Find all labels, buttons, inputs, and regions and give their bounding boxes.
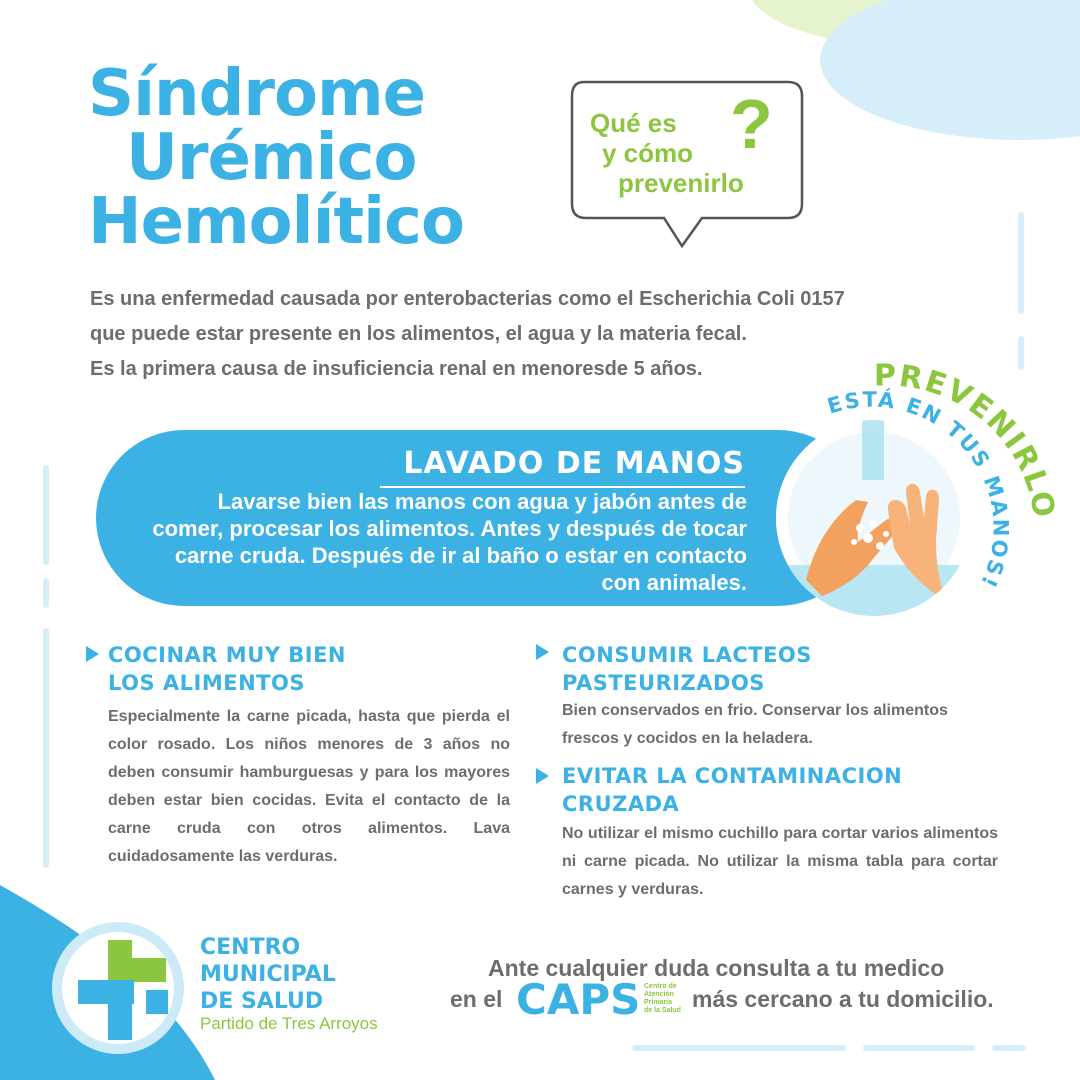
caps-small-3: Primaria [644, 999, 673, 1006]
health-cross-logo-icon [48, 918, 188, 1058]
section-dairy-title [562, 641, 812, 697]
caps-small-2: Atención [644, 991, 674, 998]
title-line-1: Síndrome [88, 57, 426, 131]
logo-line-2: MUNICIPAL [200, 962, 336, 987]
bubble-text [590, 108, 744, 198]
title-line-2: Urémico [126, 121, 417, 195]
title-line-3: Hemolítico [88, 185, 464, 259]
bullet-arrow-icon [536, 644, 549, 660]
top-right-blue-blob [820, 0, 1080, 140]
dash-bottom-3 [992, 1045, 1026, 1051]
footer-post: más cercano a tu domicilio. [692, 986, 994, 1012]
dash-left-3 [43, 628, 49, 868]
footer-line-1: Ante cualquier duda consulta a tu medico [488, 955, 945, 981]
question-mark: ? [730, 85, 773, 163]
logo-subtitle: Partido de Tres Arroyos [200, 1014, 378, 1033]
bubble-line-2: y cómo [602, 138, 694, 168]
dash-bottom-2 [863, 1045, 975, 1051]
logo-line-3: DE SALUD [200, 989, 324, 1014]
handwash-title: LAVADO DE MANOS [403, 446, 745, 481]
intro-line-2: que puede estar presente en los alimentos, el agua y la materia fecal. [90, 323, 747, 345]
caps-logo: CAPS [516, 975, 641, 1024]
section-cross-body: No utilizar el mismo cuchillo para cortar varios alimentos ni carne picada. No utilizar la misma tabla para cortar carnes y verduras. [562, 825, 998, 898]
dash-left-2 [43, 578, 49, 608]
section-cook-title [108, 641, 346, 697]
dash-bottom-1 [632, 1045, 846, 1051]
intro-line-1: Es una enfermedad causada por enterobacterias como el Escherichia Coli 0157 [90, 288, 845, 310]
logo-name [200, 934, 336, 1015]
prevention-badge [760, 340, 1080, 660]
section-cross-title [562, 762, 902, 818]
section-cross-title-line-2: CRUZADA [562, 792, 680, 816]
section-dairy-body: Bien conservados en frio. Conservar los alimentos frescos y cocidos en la heladera. [562, 702, 948, 747]
caps-small-4: de la Salud [644, 1007, 681, 1014]
bubble-line-3: prevenirlo [618, 168, 744, 198]
footer-pre: en el [450, 986, 503, 1012]
dash-left-1 [43, 465, 49, 565]
section-dairy-title-line-1: CONSUMIR LACTEOS [562, 643, 812, 667]
badge-top-text: PREVENIRLO [873, 358, 1062, 522]
badge-bottom-text: ESTÁ EN TUS MANOS! [824, 387, 1013, 593]
logo-line-1: CENTRO [200, 935, 301, 960]
intro-line-3: Es la primera causa de insuficiencia renal en menoresde 5 años. [90, 358, 703, 380]
caps-subtitle [644, 983, 681, 1015]
bullet-arrow-icon [536, 768, 549, 784]
section-cross-title-line-1: EVITAR LA CONTAMINACION [562, 764, 903, 788]
section-cook-body: Especialmente la carne picada, hasta que pierda el color rosado. Los niños menores de 3 años no deben consumir hamburguesas y para los mayores deben estar bien cocidas. Evita el contacto de la carne cruda con otros alimentos. Lava cuidadosamente las verduras. [108, 708, 510, 865]
page-title [88, 57, 464, 259]
section-cook-title-line-2: LOS ALIMENTOS [108, 671, 305, 695]
bullet-arrow-icon [86, 646, 99, 662]
bubble-line-1: Qué es [590, 108, 677, 138]
section-dairy-title-line-2: PASTEURIZADOS [562, 671, 765, 695]
handwash-text: Lavarse bien las manos con agua y jabón antes de comer, procesar los alimentos. Antes y después de tocar carne cruda. Después de ir al baño o estar en contacto con animales. [152, 489, 747, 595]
section-cook-title-line-1: COCINAR MUY BIEN [108, 643, 347, 667]
caps-small-1: Centro de [644, 983, 677, 990]
